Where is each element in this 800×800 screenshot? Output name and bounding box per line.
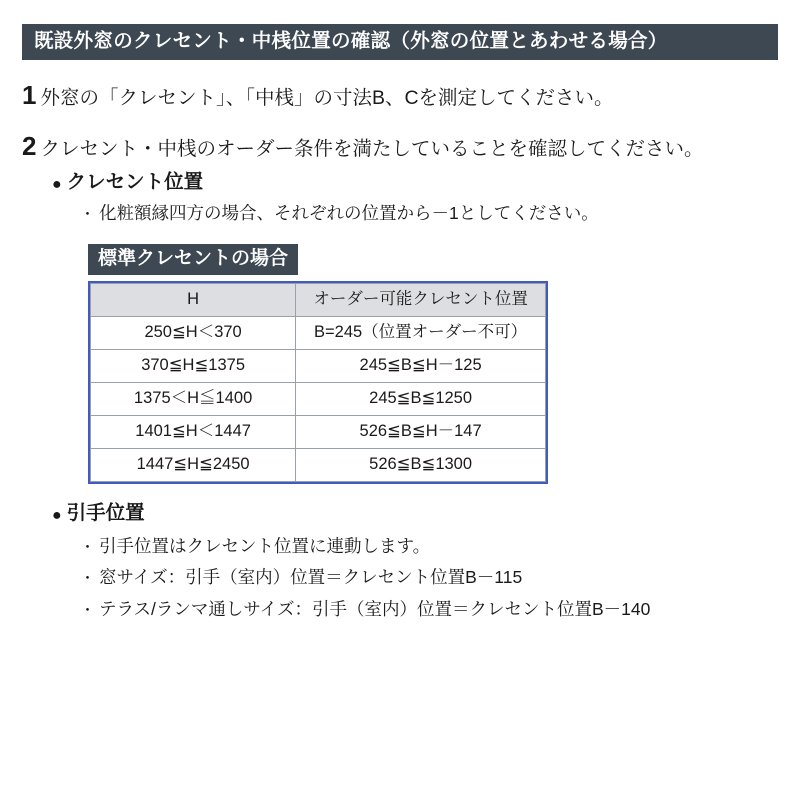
step-2-number: 2 xyxy=(22,130,37,161)
sub-bullet-dot-icon: ・ xyxy=(80,205,96,223)
section-handle-note-3 xyxy=(22,599,778,621)
table-row xyxy=(91,383,546,416)
sub-bullet-dot-icon: ・ xyxy=(80,538,96,556)
table-row xyxy=(91,449,546,482)
table-cell-position: 245≦B≦1250 xyxy=(296,383,546,416)
standard-crescent-table-block xyxy=(22,244,778,484)
bullet-dot-icon: ● xyxy=(52,507,62,525)
step-1 xyxy=(22,82,778,110)
section-crescent-position xyxy=(22,171,778,194)
section-handle-heading: 引手位置 xyxy=(66,502,145,525)
table-row xyxy=(91,350,546,383)
table-cell-h: 1401≦H＜1447 xyxy=(91,416,296,449)
section-crescent-heading: クレセント位置 xyxy=(66,171,204,194)
sub-bullet-dot-icon: ・ xyxy=(80,602,96,620)
step-1-text: 外窓の「クレセント」、「中桟」の寸法B、Cを測定してください。 xyxy=(40,87,614,110)
table-cell-h: 370≦H≦1375 xyxy=(91,350,296,383)
page-title: 既設外窓のクレセント・中桟位置の確認（外窓の位置とあわせる場合） xyxy=(22,24,778,60)
table-cell-h: 1447≦H≦2450 xyxy=(91,449,296,482)
table-cell-position: 245≦B≦H－125 xyxy=(296,350,546,383)
table-cell-h: 1375＜H≦1400 xyxy=(91,383,296,416)
section-handle-note-2 xyxy=(22,567,778,589)
section-handle-note-2-text: 窓サイズ：引手（室内）位置＝クレセント位置B－115 xyxy=(99,567,523,588)
standard-crescent-table xyxy=(90,283,546,482)
table-border-wrap xyxy=(88,281,548,484)
step-1-number: 1 xyxy=(22,80,37,111)
step-2-text: クレセント・中桟のオーダー条件を満たしていることを確認してください。 xyxy=(40,137,704,160)
section-handle-position-block xyxy=(22,502,778,621)
section-handle-position xyxy=(22,502,778,525)
section-handle-note-1-text: 引手位置はクレセント位置に連動します。 xyxy=(99,535,431,556)
table-header-h: H xyxy=(91,284,296,317)
bullet-dot-icon: ● xyxy=(52,176,62,194)
table-row xyxy=(91,416,546,449)
step-2 xyxy=(22,130,778,161)
table-header-order-position: オーダー可能クレセント位置 xyxy=(296,284,546,317)
table-cell-position: 526≦B≦1300 xyxy=(296,449,546,482)
table-header-row xyxy=(91,284,546,317)
table-cell-h: 250≦H＜370 xyxy=(91,317,296,350)
table-cell-position: B=245（位置オーダー不可） xyxy=(296,317,546,350)
section-crescent-note-1-text: 化粧額縁四方の場合、それぞれの位置から－1としてください。 xyxy=(99,202,599,223)
section-crescent-note-1 xyxy=(22,203,778,225)
section-handle-note-3-text: テラス/ランマ通しサイズ：引手（室内）位置＝クレセント位置B－140 xyxy=(99,599,651,620)
table-cell-position: 526≦B≦H－147 xyxy=(296,416,546,449)
sub-bullet-dot-icon: ・ xyxy=(80,570,96,588)
section-handle-note-1 xyxy=(22,536,778,558)
table-row xyxy=(91,317,546,350)
table-caption: 標準クレセントの場合 xyxy=(88,244,298,275)
